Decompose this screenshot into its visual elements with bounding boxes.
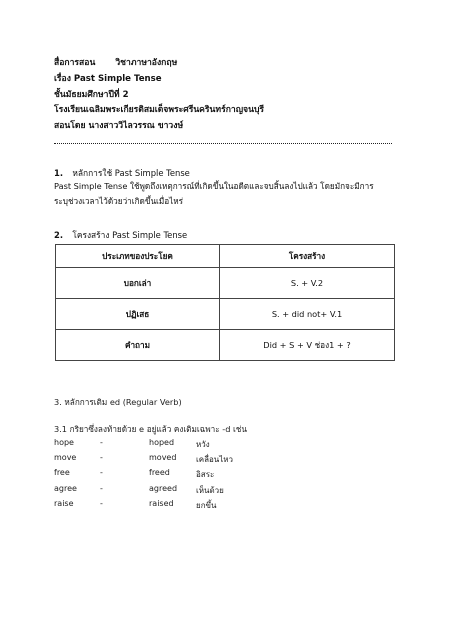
verb-meaning: อิสระ xyxy=(196,470,215,479)
header-topic: เรื่อง Past Simple Tense xyxy=(54,74,162,84)
verb-meaning: เห็นด้วย xyxy=(196,486,224,495)
header-subject-value: วิชาภาษาอังกฤษ xyxy=(115,58,178,68)
table-cell-structure: S. + did not+ V.1 xyxy=(220,299,395,330)
section2-title: โครงสร้าง Past Simple Tense xyxy=(72,230,188,240)
verb-past: hoped xyxy=(149,438,175,447)
table-row xyxy=(56,268,395,299)
header-subject-line xyxy=(54,58,177,69)
verb-base: free xyxy=(54,468,70,477)
header-teacher: สอนโดย นางสาววิไลวรรณ ขาวงษ์ xyxy=(54,121,184,131)
section1-heading xyxy=(54,166,190,180)
structure-table xyxy=(55,244,395,361)
section1-text-line2: ระบุช่วงเวลาไว้ด้วยว่าเกิดขึ้นเมื่อไหร่ xyxy=(54,196,184,206)
table-cell-structure: S. + V.2 xyxy=(220,268,395,299)
table-cell-structure: Did + S + V ช่อง1 + ? xyxy=(220,330,395,361)
verb-meaning: หวัง xyxy=(196,440,210,449)
table-header-structure: โครงสร้าง xyxy=(220,245,395,268)
section1-line1 xyxy=(54,179,374,194)
verb-dash: - xyxy=(100,468,103,477)
verb-base: move xyxy=(54,453,77,462)
verb-base: raise xyxy=(54,499,74,508)
section1-text-line1: ใช้พูดถึงเหตุการณ์ที่เกิดขึ้นในอดีตและจบสิ้นลงไปแล้ว โดยมักจะมีการ xyxy=(127,181,374,191)
header-school: โรงเรียนเฉลิมพระเกียรติสมเด็จพระศรีนครินทร์กาญจนบุรี xyxy=(54,105,265,115)
verb-past: raised xyxy=(149,499,174,508)
verb-past: moved xyxy=(149,453,177,462)
table-row xyxy=(56,330,395,361)
verb-base: agree xyxy=(54,484,77,493)
table-row xyxy=(56,299,395,330)
section2-heading xyxy=(54,228,187,242)
section1-title: หลักการใช้ Past Simple Tense xyxy=(72,168,190,178)
verb-past: freed xyxy=(149,468,170,477)
section2-number: 2. xyxy=(54,230,64,240)
verb-dash: - xyxy=(100,453,103,462)
verb-meaning: ยกขึ้น xyxy=(196,501,217,510)
table-cell-type: คำถาม xyxy=(56,330,220,361)
verb-dash: - xyxy=(100,438,103,447)
section1-paragraph xyxy=(54,179,374,209)
section1-number: 1. xyxy=(54,168,64,178)
verb-dash: - xyxy=(100,484,103,493)
table-cell-type: ปฏิเสธ xyxy=(56,299,220,330)
section3-subtitle: 3.1 กริยาซึ่งลงท้ายด้วย e อยู่แล้ว คงเติมเฉพาะ -d เช่น xyxy=(54,424,247,434)
section1-lead: Past Simple Tense xyxy=(54,181,128,191)
verb-past: agreed xyxy=(149,484,178,493)
verb-dash: - xyxy=(100,499,103,508)
header-grade: ชั้นมัธยมศึกษาปีที่ 2 xyxy=(54,90,129,100)
section3-heading: 3. หลักการเติม ed (Regular Verb) xyxy=(54,397,182,407)
verb-meaning: เคลื่อนไหว xyxy=(196,455,234,464)
table-header-type: ประเภทของประโยค xyxy=(56,245,220,268)
verb-base: hope xyxy=(54,438,74,447)
table-header-row xyxy=(56,245,395,268)
header-subject-label: สื่อการสอน xyxy=(54,58,96,68)
dotted-divider xyxy=(54,143,392,144)
table-cell-type: บอกเล่า xyxy=(56,268,220,299)
